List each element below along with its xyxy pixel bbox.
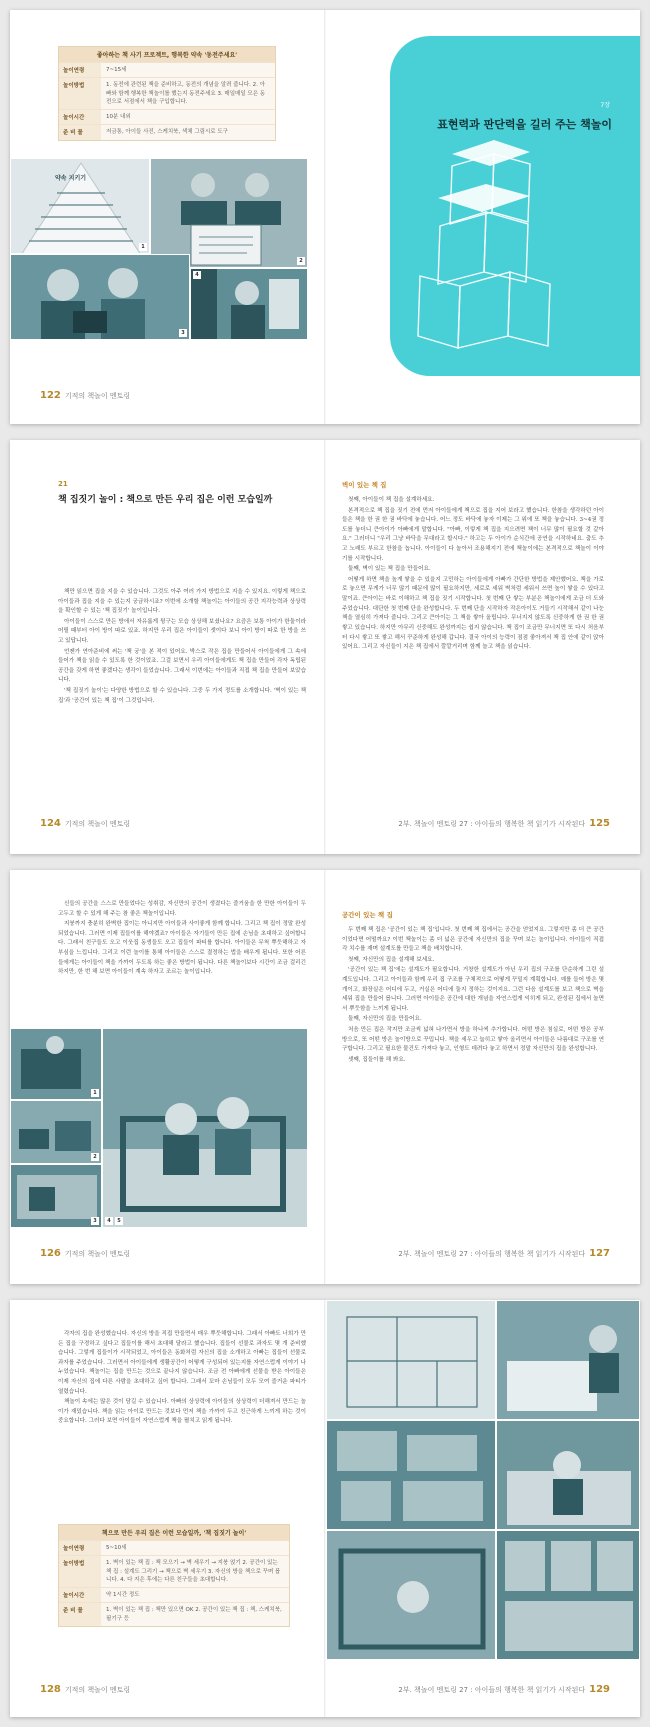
info-key: 놀이시간	[59, 110, 101, 124]
photo-tag: 1	[91, 1089, 99, 1097]
info-value: 저금통, 아이들 사진, 스케치북, 색채 그림시로 도구	[106, 129, 228, 136]
page-number: 129	[589, 1684, 610, 1695]
gutter	[324, 10, 326, 424]
info-value: 1. 벽이 있는 책 집 : 책만 있으면 OK 2. 공간이 있는 책 집 : 책, 스케치북, 필기구 등	[106, 1607, 282, 1622]
photo-tag: 2	[297, 257, 305, 265]
paragraph: 언젠가 연아준비에 써는 '책 궁'을 본 적이 있어요. 박스로 작은 집을 만들어서 아이들에게 그 속에 들어가 책을 읽을 수 있도록 한 것이었죠. 그걸 보면서 우리 아이들에게도 책 집을 만들어 각자 독립된 공간을 갖게 하면 좋겠다는 생각이 들었습니다. 그래서 이번에는 아이들과 직접 책 집을 만들어 보았습니다.	[58, 648, 306, 684]
info-value: 1. 동전에 관련된 책을 준비하고, 동전의 개념을 알려 줍니다. 2. 아빠와 함께 행복한 책놀이를 했는지 동전주세요 3. 매일매일 모은 동전으로 서점에서 책을 구입합니다.	[106, 82, 266, 105]
spread-2	[10, 440, 640, 854]
running-title: 2부. 책놀이 멘토링 27 : 아이들의 행복한 책 읽기가 시작된다	[398, 1249, 586, 1258]
gutter	[324, 440, 326, 854]
paragraph: 책만 읽으면 집을 지을 수 있습니다. 그것도 아주 여러 가지 방법으로 지을 수 있지요. 이렇게 책으로 아이들과 집을 지을 수 있는지 궁금하시죠? 이번에 소개할 책놀이는 아이들의 공간 지각능력과 상상력을 확인할 수 있는 '책 집짓기' 놀이입니다.	[58, 589, 306, 615]
chapter-label: 7장	[600, 102, 610, 109]
page-folio-left	[40, 1248, 130, 1259]
page-number: 128	[40, 1684, 61, 1695]
photo-child-in-book-house	[496, 1420, 640, 1530]
info-table-title: 책으로 만든 우리 집은 이런 모습일까, '책 집짓기 놀이'	[59, 1525, 289, 1540]
body-text-left	[58, 588, 306, 707]
photo-floor-plan-sketch	[326, 1300, 496, 1420]
body-text-right	[342, 926, 604, 1067]
page-folio-left	[40, 1684, 130, 1695]
photo-book-wall	[10, 1028, 102, 1100]
info-key: 준 비 물	[59, 125, 101, 139]
photo-tag: 2	[91, 1153, 99, 1161]
info-row	[59, 1555, 289, 1587]
info-key: 준 비 물	[59, 1603, 101, 1626]
paragraph: 아이들이 스스로 만든 방에서 자유롭게 뒹구는 모습 상상해 보셨나요? 요즘은 보통 아이가 한둘이라 어릴 때부터 아이 방이 따로 있죠. 하지만 우리 집은 아이들이 셋이다 보니 아이 방이 따로 한 방을 쓰고 있답니다.	[58, 618, 306, 645]
info-row	[59, 109, 275, 124]
page-number: 122	[40, 390, 61, 401]
paragraph: 첫째, 아이들이 책 집을 설계하세요.	[348, 497, 435, 503]
chapter-number: 21	[58, 480, 68, 488]
paragraph: '책 집짓기 놀이'는 다양한 방법으로 할 수 있습니다. 그중 두 가지 정도를 소개합니다. '벽이 있는 책 집'과 '공간이 있는 책 집'이 그것입니다.	[58, 688, 306, 704]
info-table-title: 좋아하는 책 사기 프로젝트, 행복한 약속 '동전주세요'	[59, 47, 275, 62]
page-number: 126	[40, 1248, 61, 1259]
photo-dolls-coin-box	[150, 158, 308, 268]
photo-bookshelf-rooms	[496, 1530, 640, 1660]
paragraph: 첫째, 자신만의 집을 설계해 보세요.	[348, 956, 435, 963]
paragraph: 본격적으로 책 집을 짓기 전에 먼저 아이들에게 책으로 집을 지어 보라고 했습니다. 한참을 생각하던 아이들은 책을 한 권 한 권 바닥에 놓습니다. 어느 정도 바닥에 놓자 이제는 그 위에 또 책을 놓습니다. 3~4권 정도를 놓더니 큰아이가 아빠에게 말합니다. "아빠, 이렇게 책 집을 지으려면 책이 너무 많이 필요할 것 같아요." 그러더니 "우리 그냥 바닥을 무대라고 합시다." 하고는 두 아이가 순식간에 공연을 시작하네요. 춤도 추고 노래도 부르고 한참을 놉니다. 아이들이 다 놀아서 조용해지기 전에 책놀이에는 본격적으로 책놀이 이야기를 시작합니다.	[342, 507, 604, 562]
photo-promise-sign	[10, 158, 150, 254]
info-key: 놀이방법	[59, 1556, 101, 1587]
section-subhead: 벽이 있는 책 집	[342, 481, 387, 489]
running-title: 기적의 책놀이 멘토링	[64, 819, 131, 828]
page-folio-right	[398, 818, 610, 829]
spread-1	[10, 10, 640, 424]
info-key: 놀이방법	[59, 78, 101, 109]
photo-kids-with-coin-box	[10, 254, 190, 340]
paragraph: 책놀이 속에는 많은 것이 담길 수 있습니다. 아빠의 상상력에 아이들의 상상력이 더해져서 만드는 놀이가 재밌습니다. 책을 읽는 아이로 만드는 것보다 먼저 책을 가까이 두고 친근하게 느끼게 하는 것이 중요합니다. 그러다 보면 아이들이 자연스럽게 책을 펼치고 읽게 됩니다.	[58, 1399, 306, 1425]
paragraph: 두 번째 책 집은 '공간이 있는 책 집'입니다. 첫 번째 책 집에서는 공간을 얻었지요. 그렇지만 좀 더 큰 공간이었다면 어떨까요? 이번 책놀이는 좀 더 넓은 공간에 자신만의 집을 꾸며 보는 놀이입니다. 아이들이 직접 각 치수를 재며 설계도를 만들고 책을 배치합니다.	[342, 927, 604, 953]
info-row	[59, 124, 275, 139]
page-number: 125	[589, 818, 610, 829]
photo-tag: 4	[193, 271, 201, 279]
info-key: 놀이연령	[59, 63, 101, 77]
paragraph: 셋째, 집들이를 해 봐요.	[348, 1056, 406, 1063]
running-title: 2부. 책놀이 멘토링 27 : 아이들의 행복한 책 읽기가 시작된다	[398, 819, 586, 828]
paragraph: 둘째, 자신만의 집을 만들어요.	[348, 1016, 422, 1023]
spread-3	[10, 870, 640, 1284]
paragraph: 신들의 공간을 스스로 만들었다는 성취감, 자신만의 공간이 생겼다는 즐거움을 한 만한 아이들이 두고두고 할 수 있게 해 주는 참 좋은 책놀이입니다.	[58, 901, 306, 917]
photo-tag: 1	[139, 243, 147, 251]
body-text-left	[58, 1330, 306, 1428]
running-title: 기적의 책놀이 멘토링	[64, 1685, 131, 1694]
photo-book-room	[10, 1164, 102, 1228]
sign-heading: 약속 지키기	[55, 175, 87, 182]
info-row	[59, 77, 275, 109]
photo-book-house-with-doll	[326, 1530, 496, 1660]
info-row	[59, 1540, 289, 1555]
photo-tag: 3	[91, 1217, 99, 1225]
paragraph: '공간이 있는 책 집'에는 설계도가 필요합니다. 거창한 설계도가 아닌 우리 집의 구조를 단순하게 그린 설계도입니다. 그리고 아이들과 함께 우리 집 구조를 구체적으로 어떻게 꾸밀지 계획합니다. 예를 들어 방은 몇 개이고, 화장실은 어디에 두고, 거실은 어디에 둘지 정하는 것이지요. 그런 다음 설계도를 보고 책으로 벽을 세워 집을 만들어 봅니다. 그러면 아이들은 공간에 대한 개념을 자연스럽게 익히게 되고, 완성된 집에서 놀면서 뿌듯함을 느끼게 됩니다.	[342, 967, 604, 1012]
paragraph: 처음 만든 집은 작지만 조금씩 넓혀 나가면서 방을 하나씩 추가합니다. 어떤 방은 침실로, 어떤 방은 공부방으로, 또 어떤 방은 놀이방으로 꾸밉니다. 책을 세우고 눕히고 쌓아 올리면서 아이들은 나름대로 구조를 연구합니다. 그리고 필요한 물건도 가져다 놓고, 인형도 데려다 놓고 하면서 정말 자신만의 집을 완성합니다.	[342, 1027, 604, 1053]
body-text-left	[58, 900, 306, 979]
photo-tag: 3	[179, 329, 187, 337]
page-folio-left	[40, 818, 130, 829]
gutter	[324, 870, 326, 1284]
body-text-right	[342, 496, 604, 654]
running-title: 기적의 책놀이 멘토링	[64, 391, 131, 400]
paragraph: 둘째, 벽이 있는 책 집을 만들어요.	[348, 566, 431, 573]
chapter-teal-panel	[390, 36, 640, 376]
info-value: 10분 내외	[106, 114, 131, 120]
paragraph: 어떻게 하면 책을 높게 쌓을 수 있을지 고민하는 아이들에게 아빠가 간단한 방법을 제안했어요. 책을 가로로 놓으면 무게가 너무 많기 때문에 많이 필요하지만, 세로로 세워 벽처럼 세워서 쓰면 높이 쌓을 수 있다고 말이죠. 큰아이는 바로 이해하고 책 집을 짓기 시작합니다. 첫 번째 단 쌓는 부분은 책놀이에게 조금 더 도와주었습니다. 대단한 첫 번째 단을 완성합니다. 두 번째 단을 시작하자 작은아이도 거들기 시작해서 같이 나눈 책을 열심히 가져다 줍니다. 그리고 큰아이는 그 책을 쌓아 올립니다. 무너지지 않도록 신중하게 한 권 한 권 쌓고 있습니다. 하지만 아무리 신중해도 완성까지는 쉽지 않습니다. 책 집이 조금만 무너지면 또 다시 처음부터 다시 쌓고 또 쌓고 해서 꾸준하게 완성해 갑니다. 결국 아이의 능력이 점점 좋아져서 책 집 안에 같이 앉아 있어요. 그리고 자신들이 지은 책 집에서 깔깔거리며 함께 놀고 책을 읽습니다.	[342, 576, 604, 651]
info-value: 약 1시간 정도	[106, 1592, 140, 1598]
page-folio-right	[398, 1684, 610, 1695]
photo-tag: 5	[115, 1217, 123, 1225]
info-row	[59, 1602, 289, 1626]
info-table-book-house	[58, 1524, 290, 1627]
page-folio-right	[398, 1248, 610, 1259]
info-row	[59, 1587, 289, 1602]
info-key: 놀이시간	[59, 1588, 101, 1602]
spread-4	[10, 1300, 640, 1717]
chapter-title: 책 집짓기 놀이 : 책으로 만든 우리 집은 이런 모습일까	[58, 495, 273, 505]
page-folio-left	[40, 390, 130, 401]
photo-child-drawing	[496, 1300, 640, 1420]
page-number: 127	[589, 1248, 610, 1259]
info-value: 7~15세	[106, 67, 127, 73]
info-value: 1. 벽이 있는 책 집 : 책 모으기 → 벽 세우기 → 지붕 얹기 2. 공간이 있는 책 집 : 설계도 그리기 → 책으로 벽 세우기 3. 자신의 방을 책으로 꾸며 봅니다. 4. 다 지은 후에는 다른 친구들을 초대합니다.	[106, 1560, 281, 1583]
info-table-coin-project	[58, 46, 276, 141]
paragraph: 지붕까지 충분히 완벽한 집이는 아니지만 아이들과 사이좋게 함께 합니다. 그리고 책 집이 정말 완성되었습니다. 그러면 이제 집들이를 해야겠죠? 아이들은 자기들이 만든 집에 손님을 초대하고 싶어합니다. 그래서 친구들도 오고 이웃집 동생들도 오고 집들이 파티를 합니다. 아이들은 무척 뿌듯해하고 자부심을 느낍니다. 그리고 이런 놀이를 통해 아이들은 스스로 결정하는 법을 배우게 됩니다. 또한 어른들에게는 아이들이 책을 가까이 두도록 하는 좋은 방법이 됩니다. 다른 책놀이보다 시간이 조금 걸리긴 하지만, 한 번 해 보면 아이들이 계속 하자고 조르는 놀이입니다.	[58, 921, 306, 976]
chapter-title: 표현력과 판단력을 길러 주는 책놀이	[437, 118, 612, 131]
photo-books-floor	[10, 1100, 102, 1164]
paragraph: 각자의 집을 완성했습니다. 자신의 방을 직접 만들면서 매우 뿌듯해합니다. 그래서 아빠도 너희가 만든 집을 구경하고 싶다고 집들이를 해서 초대해 달라고 했습니다. 집들이 선물로 과자도 몇 개 준비했습니다. 그렇게 집들이가 시작되었고, 아이들은 동화처럼 자신의 집을 소개하고 아빠는 집들이 선물로 과자를 주었습니다. 그러면서 아이들에게 생활공간이 어떻게 구성되어 있는지를 자연스럽게 이야기 나누었습니다. 책놀이는 집을 만드는 것으로 끝나지 않습니다. 조금 전 아빠에게 선물을 받은 아이들은 이제 자신의 집에 다른 사람을 초대하고 싶어 합니다. 그래서 꼬마 손님들이 모두 모여 즐거운 파티가 열렸습니다.	[58, 1331, 306, 1395]
photo-boy-with-book	[190, 268, 308, 340]
info-row	[59, 62, 275, 77]
running-title: 2부. 책놀이 멘토링 27 : 아이들의 행복한 책 읽기가 시작된다	[398, 1685, 586, 1694]
photo-tag: 4	[105, 1217, 113, 1225]
photo-book-rooms-overhead	[326, 1420, 496, 1530]
info-key: 놀이연령	[59, 1541, 101, 1555]
photo-kids-in-book-house	[102, 1028, 308, 1228]
running-title: 기적의 책놀이 멘토링	[64, 1249, 131, 1258]
section-subhead: 공간이 있는 책 집	[342, 911, 393, 919]
page-number: 124	[40, 818, 61, 829]
info-value: 5~10세	[106, 1545, 127, 1551]
